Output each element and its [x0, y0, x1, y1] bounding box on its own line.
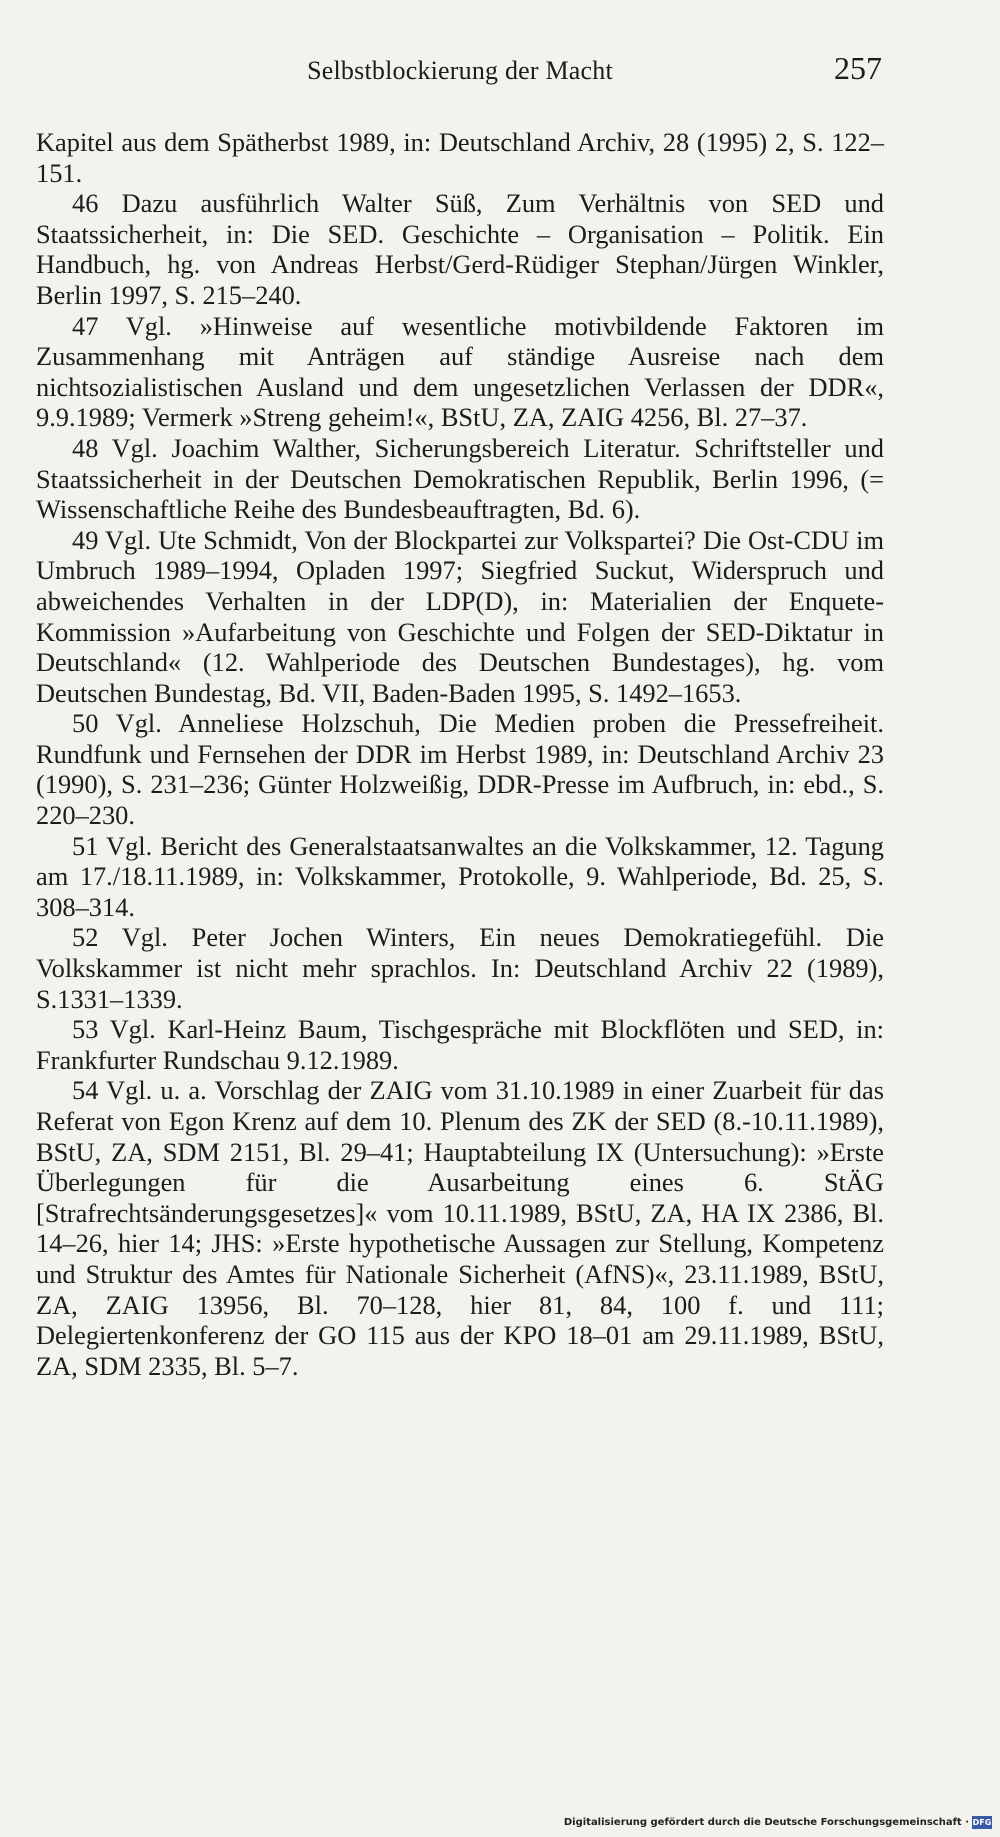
note-47: 47 Vgl. »Hinweise auf wesentliche motivbildende Faktoren im Zusammenhang mit Anträgen auf ständige Ausreise nach dem nichtsozialistischen Ausland und dem ungesetzlichen Verlassen der DDR«, 9.9.1989; Vermerk »Streng geheim!«, BStU, ZA, ZAIG 4256, Bl. 27–37. [36, 310, 884, 433]
note-continuation: Kapitel aus dem Spätherbst 1989, in: Deutschland Archiv, 28 (1995) 2, S. 122–151. [36, 127, 884, 188]
note-48: 48 Vgl. Joachim Walther, Sicherungsbereich Literatur. Schriftsteller und Staatssicherheit in der Deutschen Demokratischen Republik, Berlin 1996, (= Wissenschaftliche Reihe des Bundesbeauftragten, Bd. 6). [36, 432, 884, 525]
note-50: 50 Vgl. Anneliese Holzschuh, Die Medien proben die Pressefreiheit. Rundfunk und Fernsehen der DDR im Herbst 1989, in: Deutschland Archiv 23 (1990), S. 231–236; Günter Holzweißig, DDR-Presse im Aufbruch, in: ebd., S. 220–230. [36, 708, 884, 831]
dfg-logo-icon: DFG [972, 1818, 992, 1827]
footer-text: Digitalisierung gefördert durch die Deutsche Forschungsgemeinschaft · [563, 1817, 969, 1828]
note-49: 49 Vgl. Ute Schmidt, Von der Blockpartei zur Volkspartei? Die Ost-CDU im Umbruch 1989–1994, Opladen 1997; Siegfried Suckut, Widerspruch und abweichendes Verhalten in der LDP(D), in: Materialien der Enquete-Kommission »Aufarbeitung von Geschichte und Folgen der SED-Diktatur in Deutschland« (12. Wahlperiode des Deutschen Bundestages), hg. vom Deutschen Bundestag, Bd. VII, Baden-Baden 1995, S. 1492–1653. [36, 524, 884, 708]
note-52: 52 Vgl. Peter Jochen Winters, Ein neues Demokratiegefühl. Die Volkskammer ist nicht mehr sprachlos. In: Deutschland Archiv 22 (1989), S.1331–1339. [36, 922, 884, 1014]
page-number: 257 [834, 50, 882, 86]
endnotes [36, 127, 884, 1381]
note-46: 46 Dazu ausführlich Walter Süß, Zum Verhältnis von SED und Staatssicherheit, in: Die SED. Geschichte – Organisation – Politik. Ein Handbuch, hg. von Andreas Herbst/Gerd-Rüdiger Stephan/Jürgen Winkler, Berlin 1997, S. 215–240. [36, 188, 884, 310]
note-53: 53 Vgl. Karl-Heinz Baum, Tischgespräche mit Blockflöten und SED, in: Frankfurter Rundschau 9.12.1989. [36, 1014, 884, 1075]
running-title: Selbstblockierung der Macht [307, 56, 613, 85]
note-51: 51 Vgl. Bericht des Generalstaatsanwaltes an die Volkskammer, 12. Tagung am 17./18.11.1989, in: Volkskammer, Protokolle, 9. Wahlperiode, Bd. 25, S. 308–314. [36, 830, 884, 922]
digitization-footer [564, 1816, 992, 1829]
note-54: 54 Vgl. u. a. Vorschlag der ZAIG vom 31.10.1989 in einer Zuarbeit für das Referat von Egon Krenz auf dem 10. Plenum des ZK der SED (8.-10.11.1989), BStU, ZA, SDM 2151, Bl. 29–41; Hauptabteilung IX (Untersuchung): »Erste Überlegungen für die Ausarbeitung eines 6. StÄG [Strafrechtsänderungsgesetzes]« vom 10.11.1989, BStU, ZA, HA IX 2386, Bl. 14–26, hier 14; JHS: »Erste hypothetische Aussagen zur Stellung, Kompetenz und Struktur des Amtes für Nationale Sicherheit (AfNS)«, 23.11.1989, BStU, ZA, ZAIG 13956, Bl. 70–128, hier 81, 84, 100 f. und 111; Delegiertenkonferenz der GO 115 aus der KPO 18–01 am 29.11.1989, BStU, ZA, SDM 2335, Bl. 5–7. [36, 1075, 884, 1381]
